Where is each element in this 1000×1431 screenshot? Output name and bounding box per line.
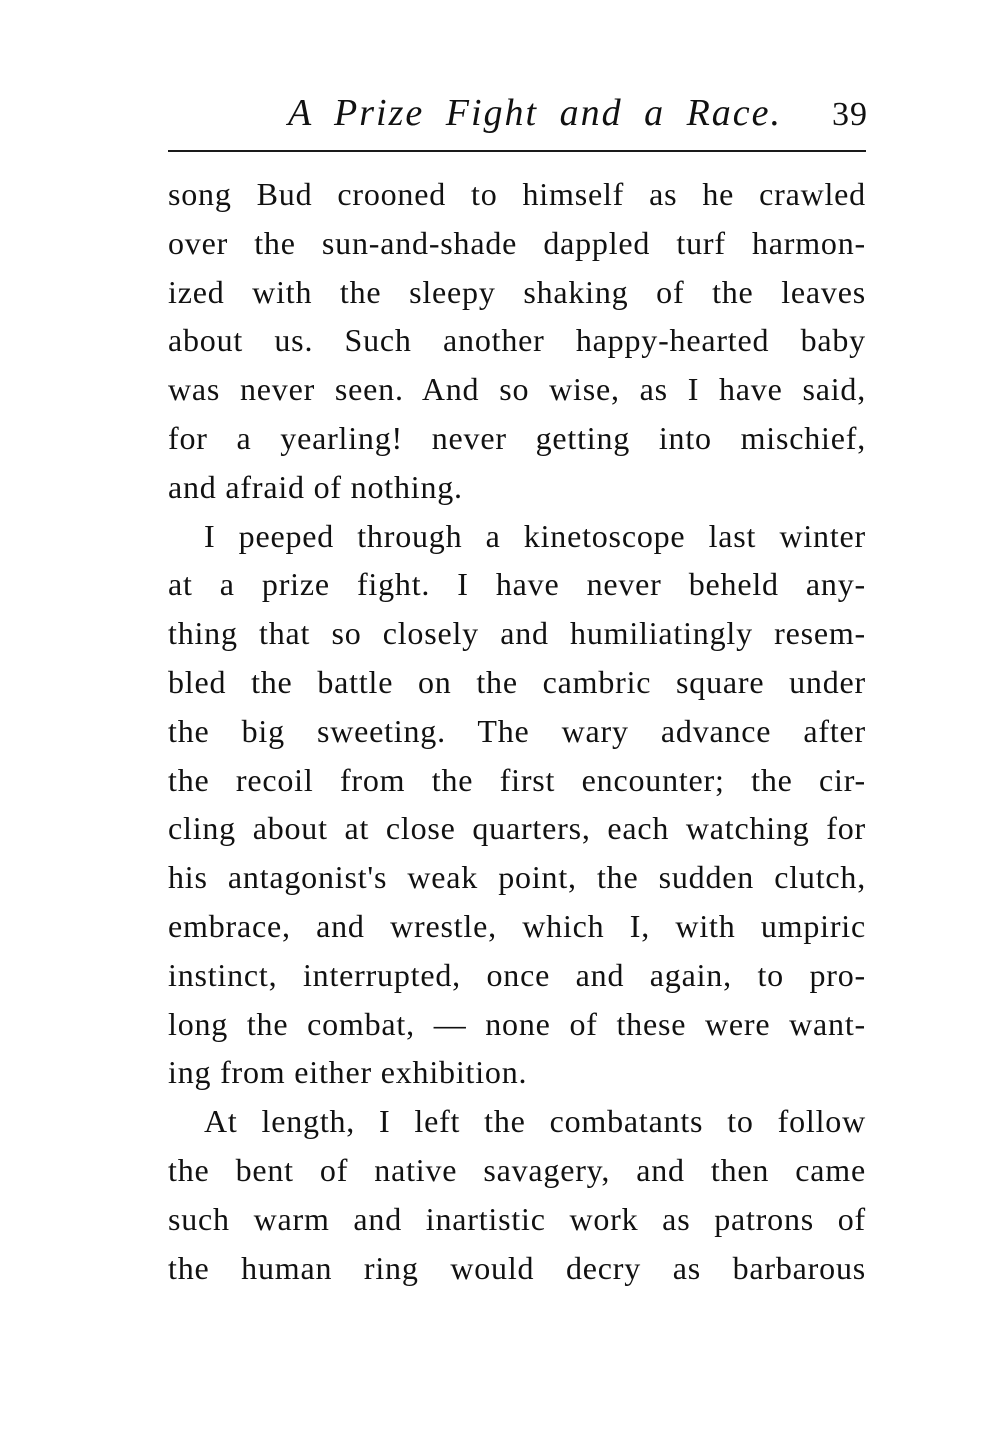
text-line: song Bud crooned to himself as he crawled <box>168 176 866 212</box>
body-text <box>168 170 866 1292</box>
paragraph-3 <box>168 1097 866 1292</box>
text-line: for a yearling! never getting into mischief, <box>168 419 866 456</box>
text-line: the big sweeting. The wary advance after <box>168 712 866 749</box>
header-rule <box>168 150 866 152</box>
text-line: about us. Such another happy-hearted baby <box>168 322 866 359</box>
text-line: long the combat, — none of these were want- <box>168 1005 866 1042</box>
text-line: and afraid of nothing. <box>168 468 463 505</box>
text-line: thing that so closely and humiliatingly resem- <box>168 615 866 652</box>
text-line: ized with the sleepy shaking of the leaves <box>168 273 866 310</box>
text-line: cling about at close quarters, each watching for <box>168 810 866 847</box>
text-line: the human ring would decry as barbarous <box>168 1249 866 1286</box>
text-line: his antagonist's weak point, the sudden clutch, <box>168 859 866 896</box>
running-title: A Prize Fight and a Race. <box>288 92 783 134</box>
text-line: the recoil from the first encounter; the cir- <box>168 761 866 798</box>
text-line: bled the battle on the cambric square under <box>168 663 866 700</box>
text-line: such warm and inartistic work as patrons of <box>168 1200 866 1237</box>
text-line: over the sun-and-shade dappled turf harmon- <box>168 224 866 261</box>
running-head <box>168 88 868 138</box>
text-line: the bent of native savagery, and then came <box>168 1151 866 1188</box>
text-line: at a prize fight. I have never beheld any- <box>168 566 866 603</box>
paragraph-1 <box>168 170 866 512</box>
text-line: was never seen. And so wise, as I have said, <box>168 371 866 408</box>
paragraph-2 <box>168 512 866 1098</box>
text-line: At length, I left the combatants to follow <box>204 1103 866 1140</box>
text-line: embrace, and wrestle, which I, with umpiric <box>168 907 866 944</box>
text-line: ing from either exhibition. <box>168 1054 528 1091</box>
text-line: instinct, interrupted, once and again, to pro- <box>168 956 866 993</box>
text-line: I peeped through a kinetoscope last winter <box>204 517 866 554</box>
page-number: 39 <box>832 96 868 133</box>
